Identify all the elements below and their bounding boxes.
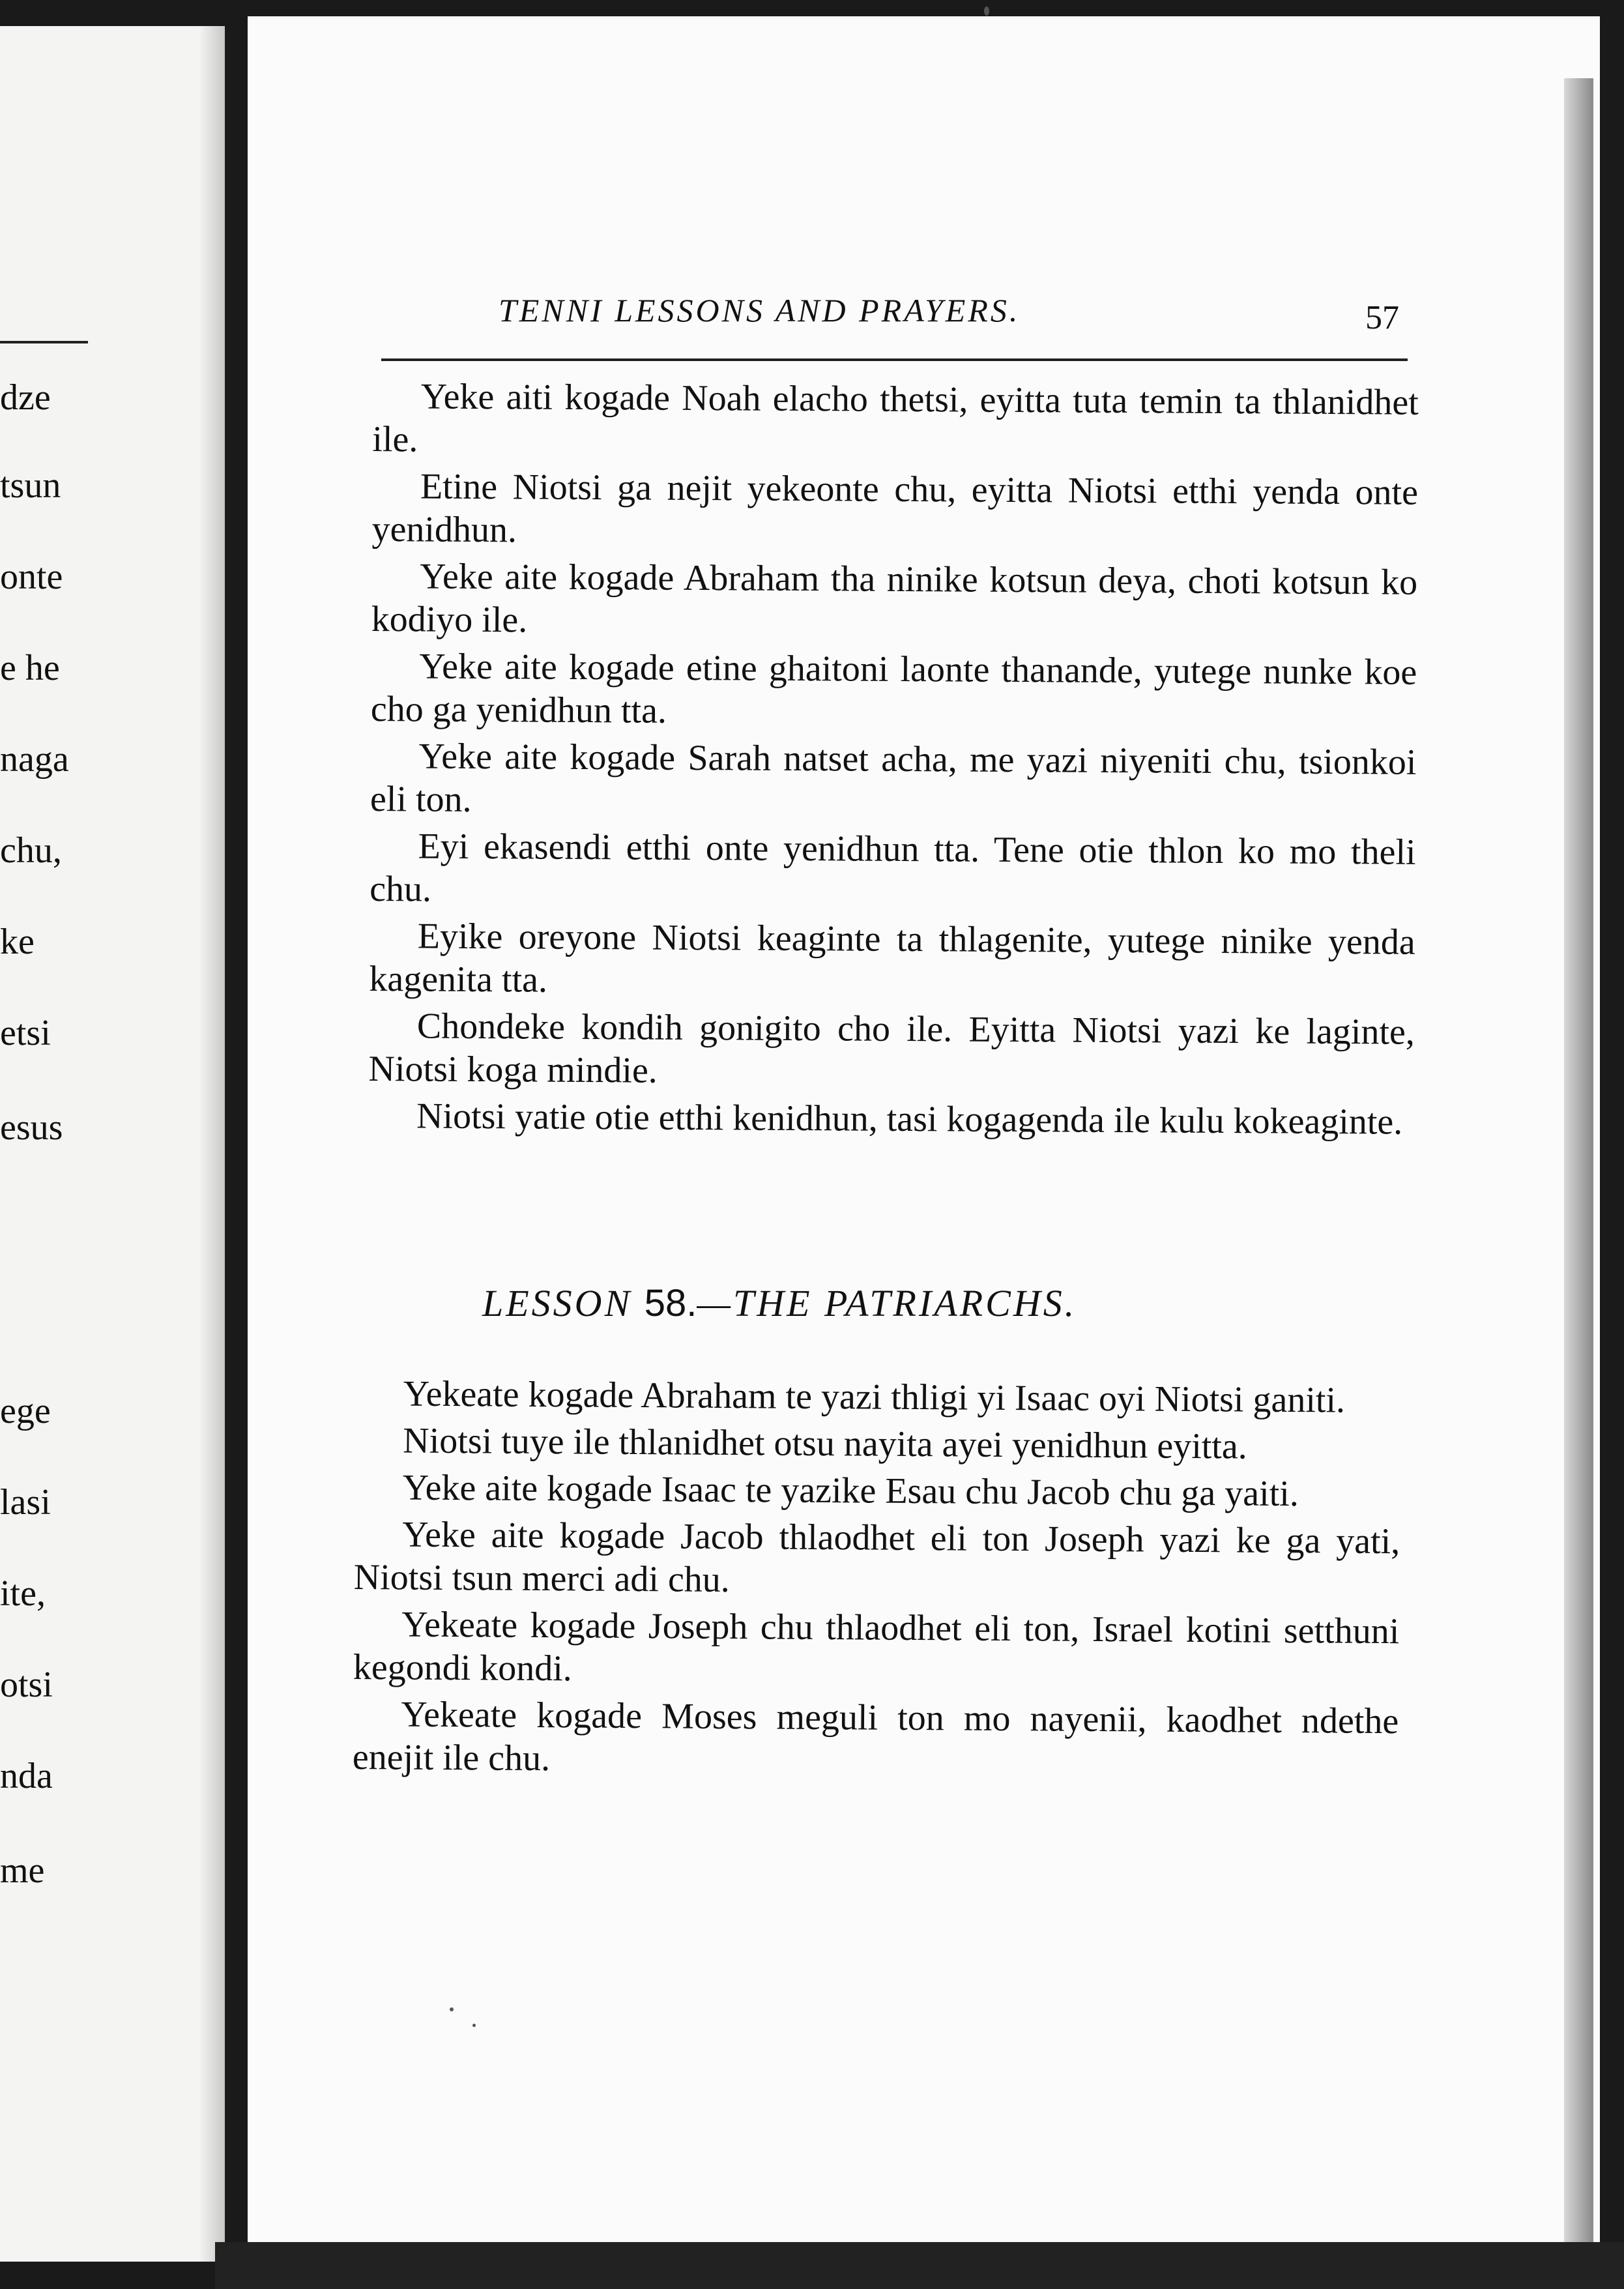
paragraph: Etine Niotsi ga nejit yekeonte chu, eyitta Niotsi etthi yenda onte yenidhun. xyxy=(371,466,1419,551)
paragraph: Yeke aite kogade etine ghaitoni laonte thanande, yutege nunke koe cho ga yenidhun tta. xyxy=(370,646,1417,731)
paragraph: Yekeate kogade Joseph chu thlaodhet eli ton, Israel kotini setthuni kegondi kondi. xyxy=(353,1604,1400,1689)
scan-speck xyxy=(472,2024,476,2027)
paragraph: Yekeate kogade Moses meguli ton mo nayenii, kaodhet ndethe enejit ile chu. xyxy=(352,1694,1399,1779)
paragraph: Yeke aiti kogade Noah elacho thetsi, eyitta tuta temin ta thlanidhet ile. xyxy=(372,376,1419,460)
left-page-line-fragment: e he xyxy=(0,648,60,688)
header-rule xyxy=(381,358,1408,361)
left-page-line-fragment: ege xyxy=(0,1391,51,1431)
left-page-line-fragment: dze xyxy=(0,377,51,418)
paragraph: Niotsi yatie otie etthi kenidhun, tasi kogagenda ile kulu kokeaginte. xyxy=(416,1096,1403,1143)
left-page-line-fragment: tsun xyxy=(0,465,61,506)
left-page-line-fragment: ke xyxy=(0,922,35,962)
lesson-heading-prefix: LESSON xyxy=(482,1282,645,1324)
left-page-line-fragment: otsi xyxy=(0,1665,53,1705)
left-page-line-fragment: me xyxy=(0,1850,45,1891)
left-page-line-fragment: ite, xyxy=(0,1573,46,1614)
left-page-line-fragment: lasi xyxy=(0,1482,51,1523)
lesson-57-text xyxy=(368,375,1419,1148)
running-head: TENNI LESSONS AND PRAYERS. xyxy=(499,292,1021,328)
left-page-line-fragment: onte xyxy=(0,557,63,597)
page-edge-shadow xyxy=(1564,78,1593,2255)
paragraph: Yekeate kogade Abraham te yazi thligi yi Isaac oyi Niotsi ganiti. xyxy=(403,1373,1346,1421)
lesson-number: 58. xyxy=(644,1282,697,1324)
paragraph: Eyi ekasendi etthi onte yenidhun tta. Tene otie thlon ko mo theli chu. xyxy=(369,826,1416,910)
paragraph: Yeke aite kogade Abraham tha ninike kotsun deya, choti kotsun ko kodiyo ile. xyxy=(371,556,1418,641)
left-page-line-fragment: nda xyxy=(0,1756,53,1796)
left-page-line-fragment: chu, xyxy=(0,830,62,871)
left-page-line-fragment: esus xyxy=(0,1107,63,1148)
paragraph: Yeke aite kogade Sarah natset acha, me yazi niyeniti chu, tsionkoi eli ton. xyxy=(370,736,1417,820)
lesson-title: —THE PATRIARCHS. xyxy=(697,1282,1077,1324)
paragraph: Chondeke kondih gonigito cho ile. Eyitta Niotsi yazi ke laginte, Niotsi koga mindie. xyxy=(368,1006,1415,1091)
paragraph: Yeke aite kogade Jacob thlaodhet eli ton Joseph yazi ke ga yati, Niotsi tsun merci adi chu. xyxy=(353,1514,1400,1601)
left-page xyxy=(0,26,225,2262)
paragraph: Yeke aite kogade Isaac te yazike Esau chu Jacob chu ga yaiti. xyxy=(402,1467,1299,1515)
left-page-header-rule xyxy=(0,341,88,343)
paragraph: Eyike oreyone Niotsi keaginte ta thlagenite, yutege ninike yenda kagenita tta. xyxy=(369,916,1415,1000)
scan-speck xyxy=(984,7,989,16)
lesson-58-text xyxy=(353,1372,1401,1790)
lesson-heading xyxy=(482,1274,1329,1333)
left-page-line-fragment: etsi xyxy=(0,1013,51,1053)
scan-bottom-border xyxy=(215,2242,1624,2289)
scan-speck xyxy=(450,2007,454,2011)
page-number: 57 xyxy=(1365,299,1399,336)
left-page-line-fragment: naga xyxy=(0,739,69,780)
paragraph: Niotsi tuye ile thlanidhet otsu nayita ayei yenidhun eyitta. xyxy=(403,1420,1247,1467)
